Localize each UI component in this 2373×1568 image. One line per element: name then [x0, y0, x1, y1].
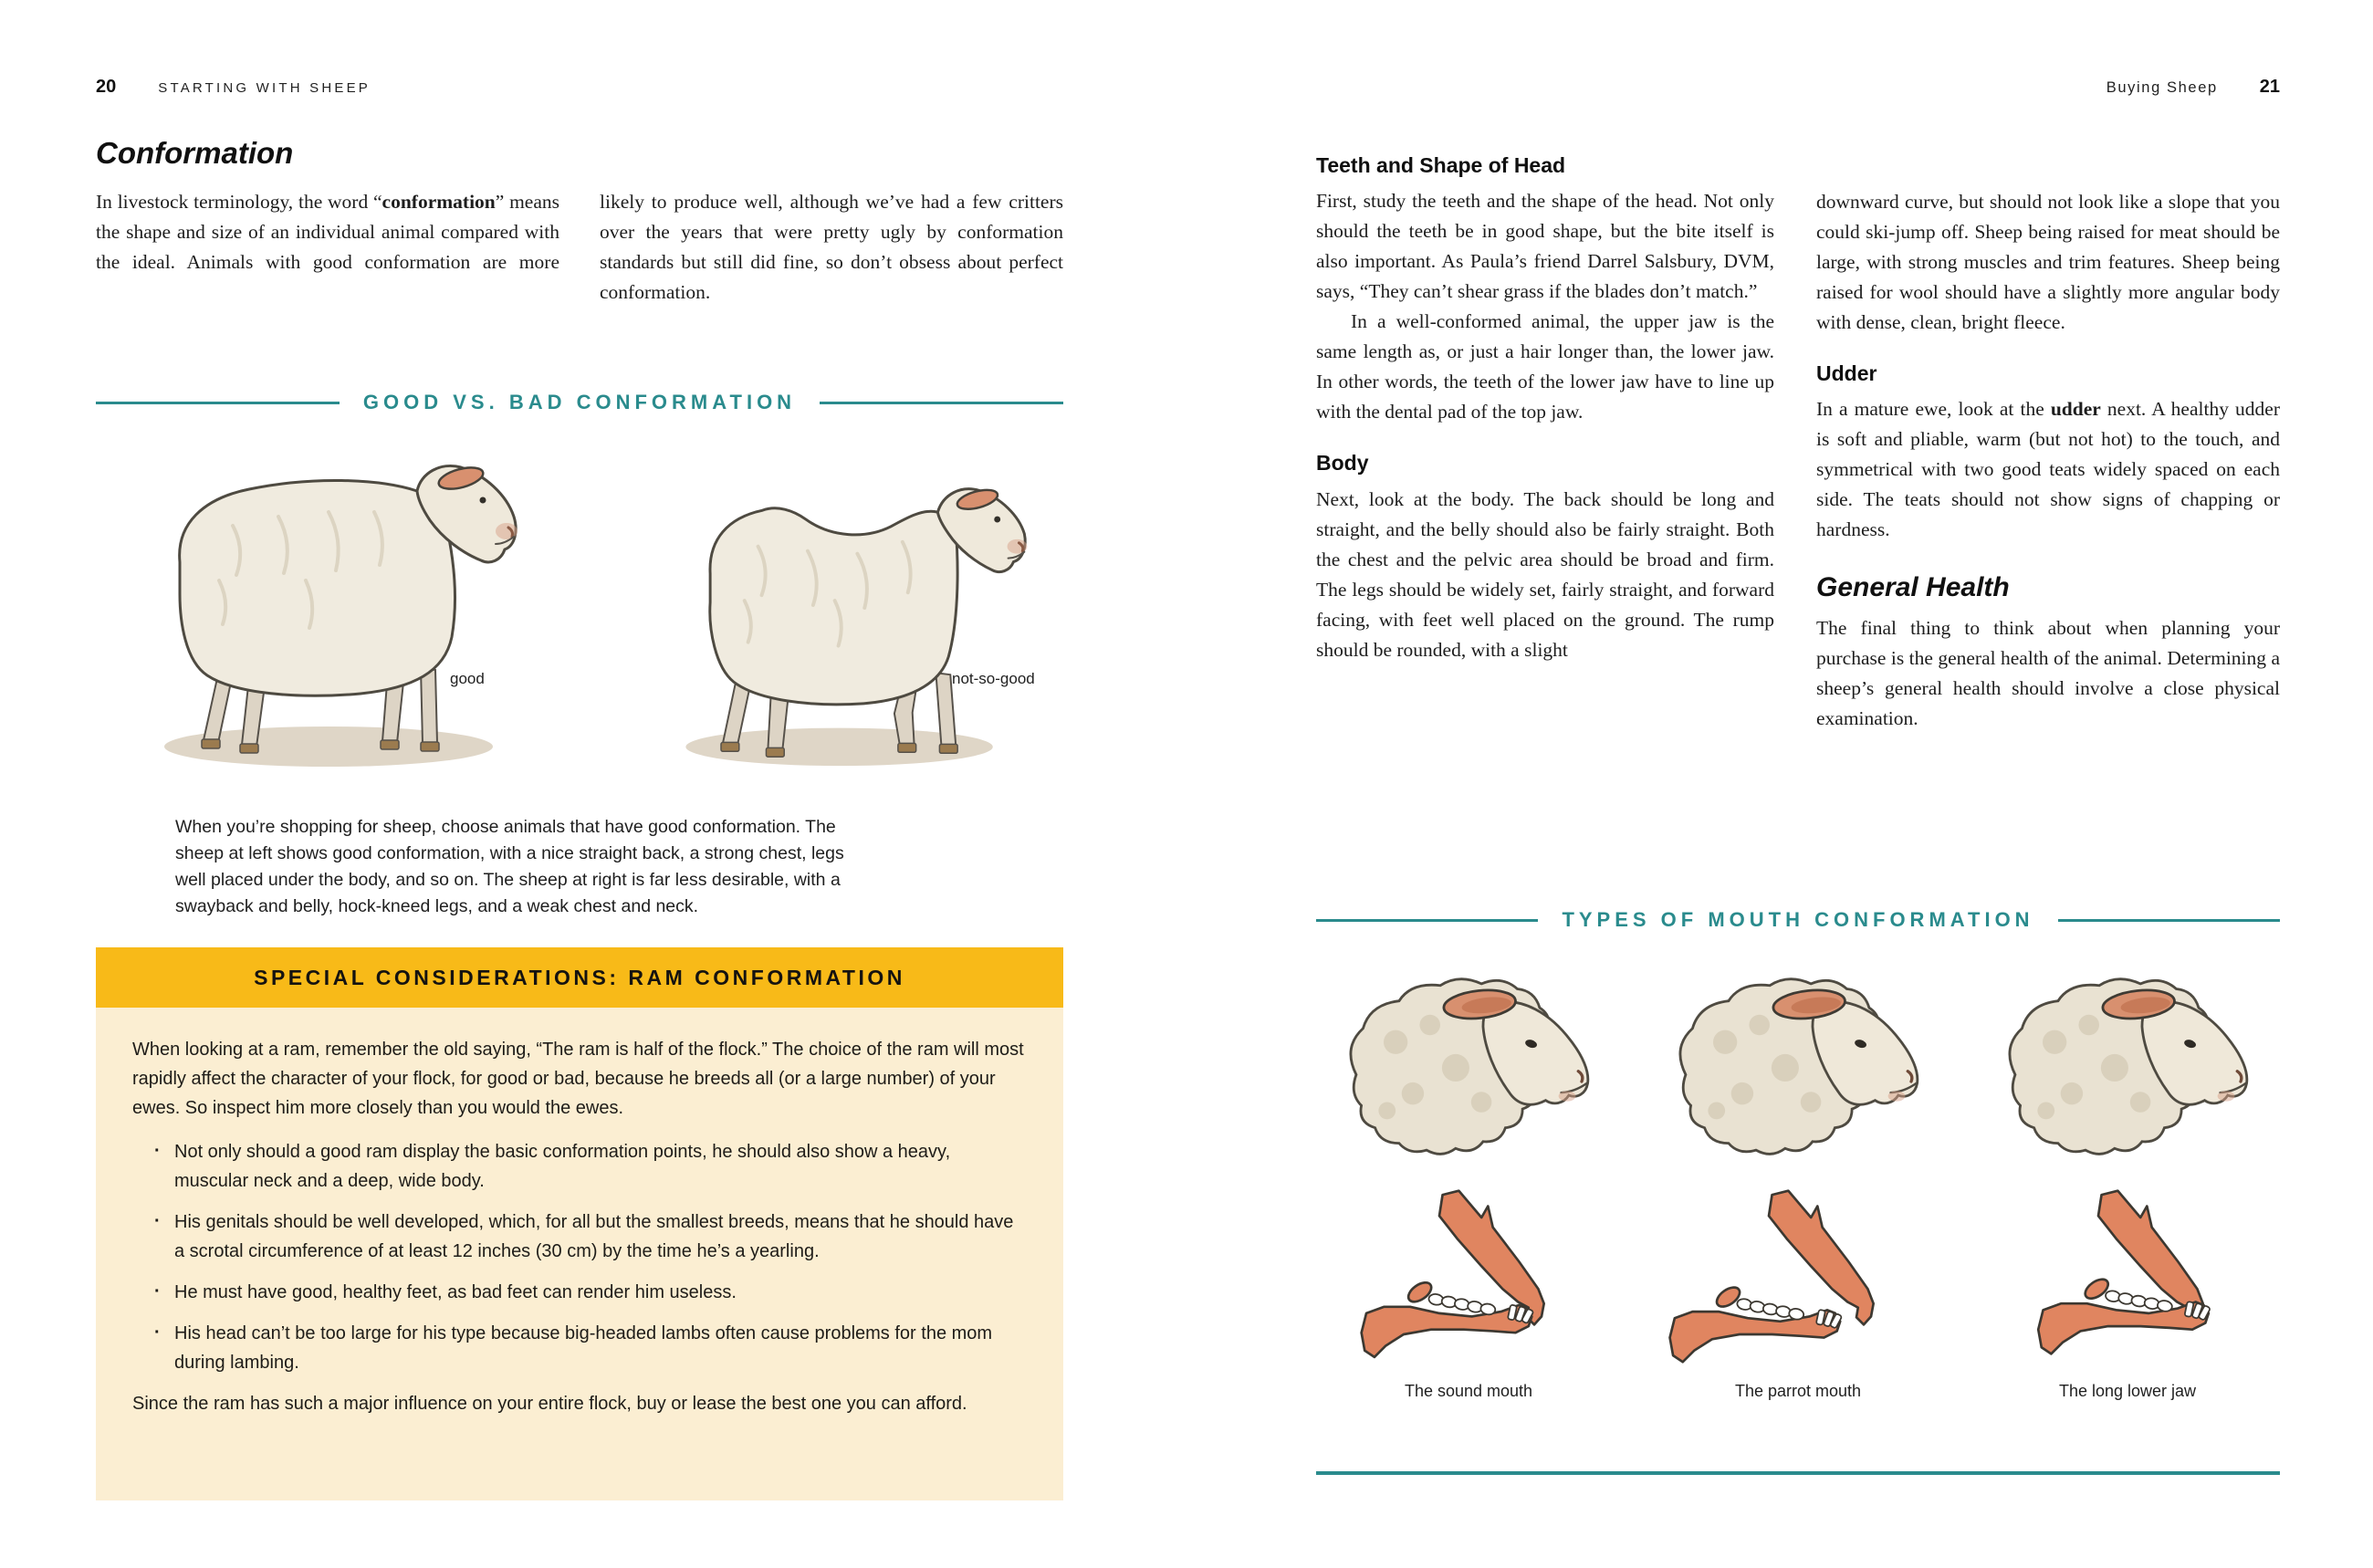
- long-lower-jaw-caption: The long lower jaw: [2058, 1382, 2197, 1400]
- teeth-heading: Teeth and Shape of Head: [1316, 153, 1566, 177]
- bottom-divider-rule: [1316, 1471, 2280, 1475]
- ram-box-bullet: · Not only should a good ram display the basic conformation points, he should also show a heavy, muscular neck and a deep, wide body.: [152, 1137, 1025, 1196]
- ram-box-bullet-list: [152, 1137, 1025, 1377]
- ram-box-closing: Since the ram has such a major influence on your entire flock, buy or lease the best one you can afford.: [132, 1394, 967, 1414]
- sheep-head-illustration: [1327, 960, 1610, 1188]
- conformation-figure: [96, 425, 1063, 790]
- good-conformation-sheep-illustration: [96, 425, 557, 781]
- sheep-head-illustration: [1657, 960, 1939, 1188]
- ram-box-bullet: · His head can’t be too large for his type because big-headed lambs often cause problems for the mom during lambing.: [152, 1319, 1025, 1377]
- long-lower-jaw-diagram: [1995, 1188, 2260, 1371]
- ram-box-body: [96, 1008, 1063, 1500]
- divider-line: [2058, 919, 2280, 922]
- left-running-title: STARTING WITH SHEEP: [158, 80, 371, 96]
- general-health-title: General Health: [1816, 572, 2010, 603]
- intro-column-2: [600, 187, 1063, 308]
- left-running-head: [96, 77, 371, 98]
- long-lower-jaw-figure: [1975, 960, 2280, 1401]
- ram-box-intro: When looking at a ram, remember the old saying, “The ram is half of the flock.” The choice of the ram will most rapidly affect the character of your flock, for good or bad, because he breeds all (or a large number) of your ewes. So inspect him more closely than you would the ewes.: [132, 1040, 1024, 1118]
- parrot-mouth-figure: [1646, 960, 1950, 1401]
- sound-mouth-caption: The sound mouth: [1404, 1382, 1533, 1400]
- teeth-paragraph-1: First, study the teeth and the shape of the head. Not only should the teeth be in good shape, but the bite itself is also important. As Paula’s friend Darrel Salsbury, DVM, says, “They can’t shear grass if the blades don’t match.”: [1316, 190, 1774, 303]
- body-heading: Body: [1316, 451, 1369, 476]
- right-page-column-2: [1816, 153, 2280, 734]
- ram-box-header: [96, 947, 1063, 1008]
- udder-paragraph: In a mature ewe, look at the udder next. A healthy udder is soft and pliable, warm (but not hot) to the touch, and symmetrical with two good teats widely spaced on each side. The teats should not show signs of chapping or hardness.: [1816, 398, 2280, 541]
- sound-mouth-figure: [1316, 960, 1621, 1401]
- mouth-types-crosshead: TYPES OF MOUTH CONFORMATION: [1316, 908, 2280, 932]
- body-paragraph-continuation: downward curve, but should not look like a slope that you could ski-jump off. Sheep being raised for meat should be large, with strong muscles and trim features. Sheep being raised for wool should have a slightly more angular body with dense, clean, bright fleece.: [1816, 191, 2280, 333]
- intro-column-1: [96, 187, 559, 308]
- right-page-column-1: [1316, 153, 1774, 665]
- mouth-conformation-figures: [1316, 960, 2280, 1401]
- good-sheep-label: good: [450, 670, 485, 687]
- body-paragraph: Next, look at the body. The back should be long and straight, and the belly should also be fairly straight. Both the chest and the pelvic area should be broad and firm. The legs should be widely set, fairly straight, and forward facing, with feet well placed on the ground. The rump should be rounded, with a slight: [1316, 487, 1774, 661]
- conformation-title: Conformation: [96, 136, 294, 170]
- good-vs-bad-crosshead: GOOD VS. BAD CONFORMATION: [96, 391, 1063, 414]
- bold-term-udder: udder: [2050, 398, 2101, 421]
- bad-conformation-sheep-illustration: [636, 438, 1056, 778]
- parrot-mouth-caption: The parrot mouth: [1734, 1382, 1862, 1400]
- teeth-paragraph-2: In a well-conformed animal, the upper jaw is the same length as, or just a hair longer than, the lower jaw. In other words, the teeth of the lower jaw have to line up with the dental pad of the top jaw.: [1316, 310, 1774, 423]
- udder-heading: Udder: [1816, 361, 1877, 385]
- sound-mouth-jaw-diagram: [1336, 1188, 1601, 1371]
- right-running-head: [1316, 77, 2280, 98]
- right-running-title: Buying Sheep: [2106, 79, 2218, 96]
- divider-line: [96, 402, 340, 404]
- intro-paragraph-col1: In livestock terminology, the word “conformation” means the shape and size of an individual animal compared with the ideal. Animals with good conformation are more: [96, 191, 560, 273]
- parrot-mouth-jaw-diagram: [1666, 1188, 1930, 1371]
- bad-sheep-label: not-so-good: [952, 670, 1035, 687]
- divider-line: [820, 402, 1063, 404]
- ram-box-bullet: · He must have good, healthy feet, as bad feet can render him useless.: [152, 1278, 1025, 1307]
- left-page-number: 20: [96, 77, 117, 97]
- ram-box-header-label: SPECIAL CONSIDERATIONS: RAM CONFORMATION: [254, 965, 905, 989]
- general-health-paragraph: The final thing to think about when planning your purchase is the general health of the animal. Determining a sheep’s general health should involve a close physical examination.: [1816, 617, 2280, 730]
- right-page-number: 21: [2259, 77, 2280, 97]
- bold-term-conformation: conformation: [382, 191, 496, 213]
- ram-box-bullet: · His genitals should be well developed, which, for all but the smallest breeds, means that he should have a scrotal circumference of at least 12 inches (30 cm) by the time he’s a yearling.: [152, 1207, 1025, 1266]
- conformation-intro: [96, 187, 1063, 308]
- conformation-figure-caption: When you’re shopping for sheep, choose animals that have good conformation. The sheep at left shows good conformation, with a nice straight back, a strong chest, legs well placed under the body, and so on. The sheep at right is far less desirable, with a swayback and belly, hock-kneed legs, and a weak chest and neck.: [175, 816, 844, 916]
- sheep-head-illustration: [1986, 960, 2269, 1188]
- divider-line: [1316, 919, 1538, 922]
- intro-paragraph-col2: likely to produce well, although we’ve had a few critters over the years that were pretty ugly by conformation standards but still did fine, so don’t obsess about perfect conformation.: [600, 191, 1063, 303]
